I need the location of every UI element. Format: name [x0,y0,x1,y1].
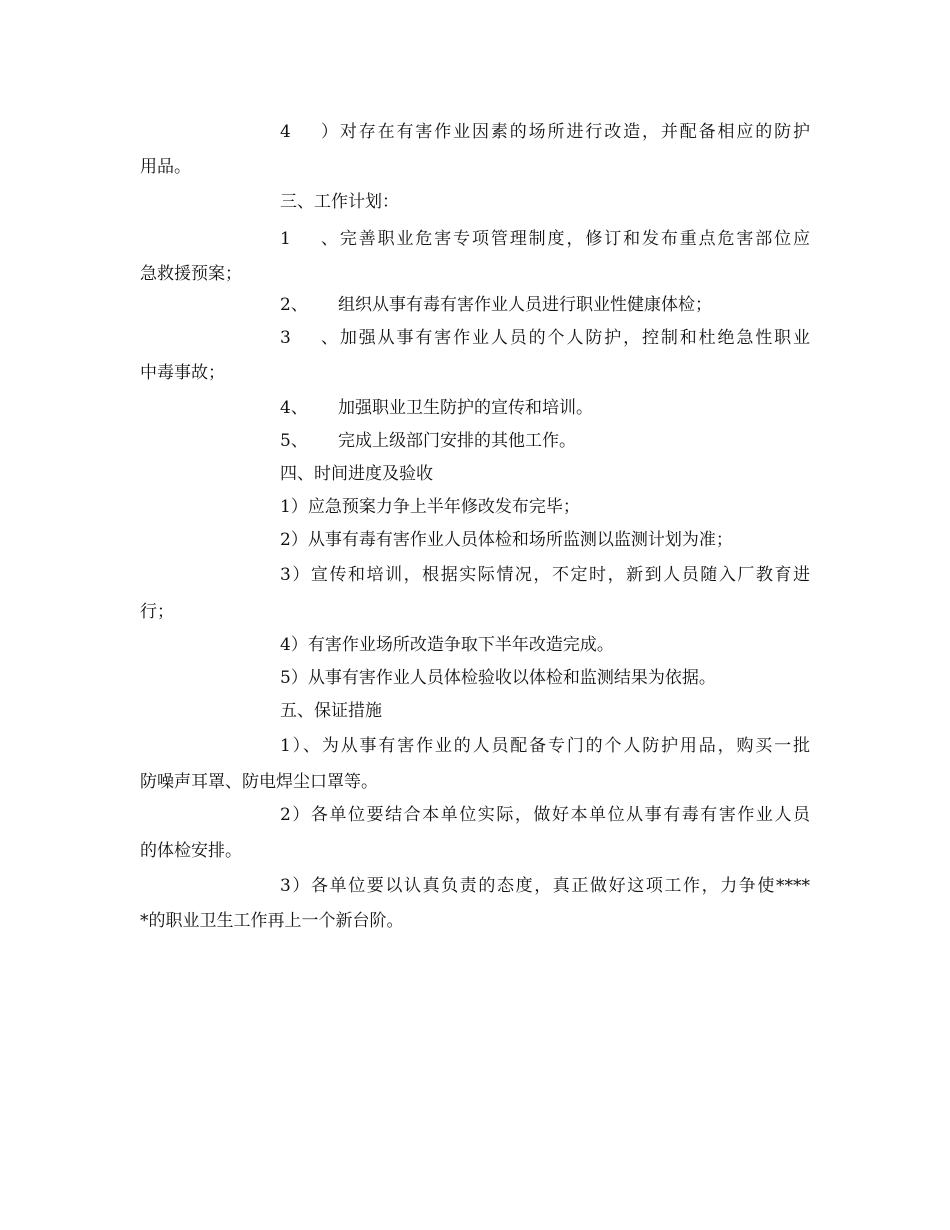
line-text: 1）应急预案力争上半年修改发布完毕； [280,497,580,517]
paragraph-line-23 [280,869,810,903]
paragraph-line-15 [140,595,810,629]
line-text: 完善职业危害专项管理制度，修订和发布重点危害部位应 [338,229,810,249]
line-text: 5）从事有害作业人员体检验收以体检和监测结果为依据。 [280,668,716,688]
paragraph-line-5 [140,257,810,291]
line-text: 对存在有害作业因素的场所进行改造，并配备相应的防护 [338,122,810,142]
paragraph-line-17 [280,661,810,695]
paragraph-line-12 [280,490,810,524]
line-text: 防噪声耳罩、防电焊尘口罩等。 [140,772,378,792]
paragraph-line-21 [280,798,810,832]
paragraph-line-16 [280,628,810,662]
paragraph-line-24 [140,904,810,938]
line-text: 3）各单位要以认真负责的态度，真正做好这项工作，力争使**** [280,876,810,896]
line-text: 用品。 [140,157,191,177]
line-text: 组织从事有毒有害作业人员进行职业性健康体检； [338,295,712,315]
paragraph-line-14 [280,558,810,592]
paragraph-line-2 [140,150,810,184]
line-text: 的体检安排。 [140,841,242,861]
paragraph-line-1 [280,115,810,149]
paragraph-line-9 [280,391,810,425]
item-number: 4） [280,122,338,142]
paragraph-line-6 [280,288,810,322]
line-text: 急救援预案； [140,264,242,284]
section-heading-schedule [280,457,810,491]
line-text: 2）从事有毒有害作业人员体检和场所监测以监测计划为准； [280,530,733,550]
heading-text: 五、保证措施 [280,701,382,721]
paragraph-line-10 [280,424,810,458]
line-text: 加强从事有害作业人员的个人防护，控制和杜绝急性职业 [338,328,810,348]
item-number: 2、 [280,295,308,315]
paragraph-line-7 [280,321,810,355]
heading-text: 三、工作计划： [280,192,399,212]
line-text: 加强职业卫生防护的宣传和培训。 [338,398,593,418]
item-number: 5、 [280,431,308,451]
line-text: *的职业卫生工作再上一个新台阶。 [140,911,404,931]
paragraph-line-4 [280,222,810,256]
paragraph-line-19 [280,729,810,763]
paragraph-line-13 [280,523,810,557]
section-heading-work-plan [280,185,810,219]
line-text: 4）有害作业场所改造争取下半年改造完成。 [280,635,614,655]
item-number: 4、 [280,398,308,418]
line-text: 2）各单位要结合本单位实际，做好本单位从事有毒有害作业人员 [280,805,810,825]
item-number: 1、 [280,229,338,249]
line-text: 中毒事故； [140,363,225,383]
paragraph-line-8 [140,356,810,390]
paragraph-line-20 [140,765,810,799]
section-heading-guarantee [280,694,810,728]
item-number: 3、 [280,328,338,348]
line-text: 完成上级部门安排的其他工作。 [338,431,576,451]
line-text: 3）宣传和培训，根据实际情况，不定时，新到人员随入厂教育进 [280,565,810,585]
line-text: 1）、为从事有害作业的人员配备专门的个人防护用品，购买一批 [280,736,810,756]
heading-text: 四、时间进度及验收 [280,464,433,484]
line-text: 行； [140,602,174,622]
paragraph-line-22 [140,834,810,868]
